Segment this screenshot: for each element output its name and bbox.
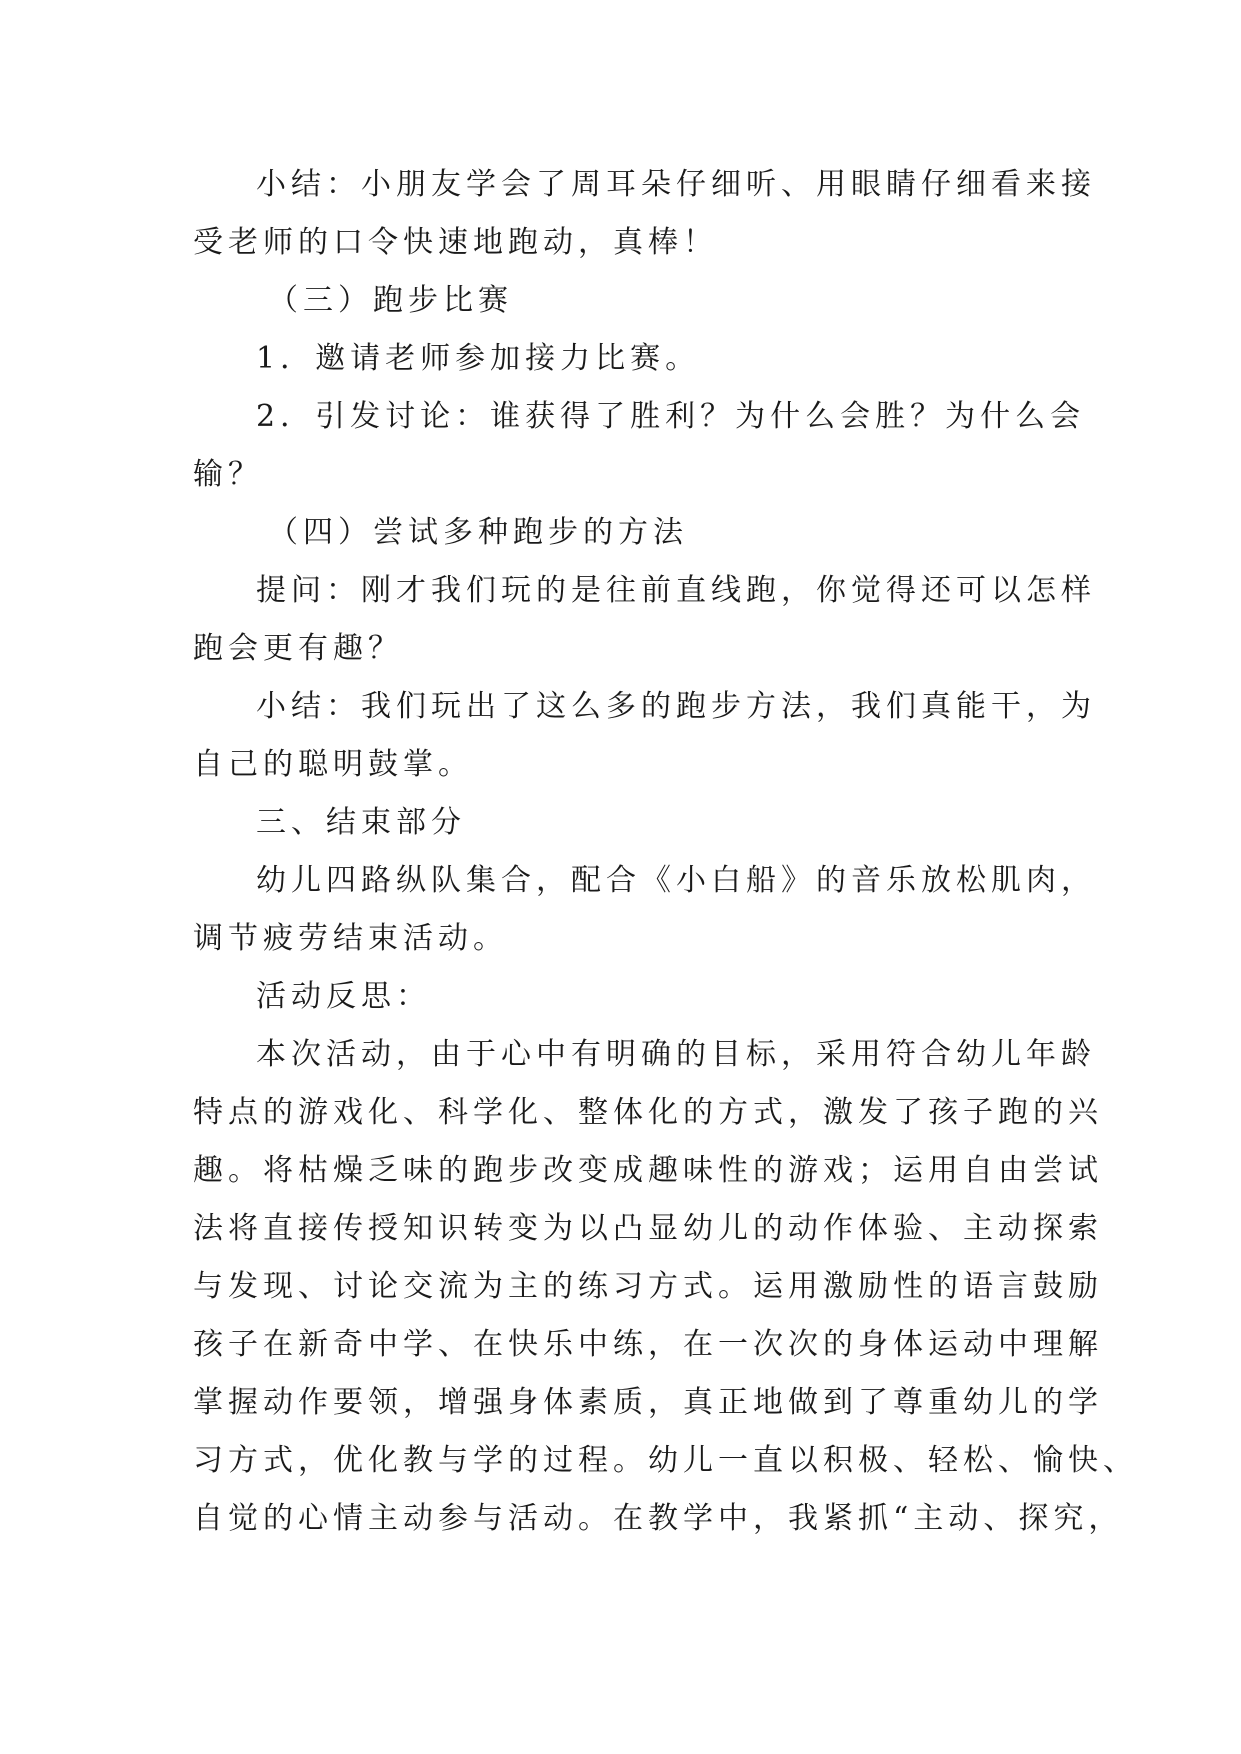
paragraph-question-line-1: 提问：刚才我们玩的是往前直线跑，你觉得还可以怎样	[256, 573, 1096, 608]
paragraph-reflection-line-9: 自觉的心情主动参与活动。在教学中，我紧抓“主动、探究，	[193, 1501, 1124, 1536]
paragraph-reflection-line-4: 法将直接传授知识转变为以凸显幼儿的动作体验、主动探索	[193, 1211, 1103, 1246]
section-heading-ending: 三、结束部分	[256, 805, 466, 840]
paragraph-reflection-line-2: 特点的游戏化、科学化、整体化的方式，激发了孩子跑的兴	[193, 1095, 1103, 1130]
list-item-1: 1．邀请老师参加接力比赛。	[256, 341, 701, 376]
paragraph-ending-line-1: 幼儿四路纵队集合，配合《小白船》的音乐放松肌肉，	[256, 863, 1096, 898]
paragraph-ending-line-2: 调节疲劳结束活动。	[193, 921, 508, 956]
paragraph-reflection-line-8: 习方式，优化教与学的过程。幼儿一直以积极、轻松、愉快、	[193, 1443, 1138, 1478]
paragraph-summary-1-line-1: 小结：小朋友学会了周耳朵仔细听、用眼睛仔细看来接	[256, 167, 1096, 202]
paragraph-summary-2-line-2: 自己的聪明鼓掌。	[193, 747, 473, 782]
paragraph-summary-1-line-2: 受老师的口令快速地跑动，真棒！	[193, 225, 718, 260]
paragraph-reflection-line-3: 趣。将枯燥乏味的跑步改变成趣味性的游戏；运用自由尝试	[193, 1153, 1103, 1188]
list-item-2-line-1: 2．引发讨论：谁获得了胜利？为什么会胜？为什么会	[256, 399, 1086, 434]
paragraph-question-line-2: 跑会更有趣？	[193, 631, 403, 666]
section-heading-reflection: 活动反思：	[256, 979, 431, 1014]
paragraph-summary-2-line-1: 小结：我们玩出了这么多的跑步方法，我们真能干，为	[256, 689, 1096, 724]
section-heading-methods: （四）尝试多种跑步的方法	[268, 515, 688, 550]
paragraph-reflection-line-6: 孩子在新奇中学、在快乐中练，在一次次的身体运动中理解	[193, 1327, 1103, 1362]
paragraph-reflection-line-5: 与发现、讨论交流为主的练习方式。运用激励性的语言鼓励	[193, 1269, 1103, 1304]
section-heading-race: （三）跑步比赛	[268, 283, 513, 318]
paragraph-reflection-line-1: 本次活动，由于心中有明确的目标，采用符合幼儿年龄	[256, 1037, 1096, 1072]
paragraph-reflection-line-7: 掌握动作要领，增强身体素质，真正地做到了尊重幼儿的学	[193, 1385, 1103, 1420]
list-item-2-line-2: 输？	[193, 457, 263, 492]
